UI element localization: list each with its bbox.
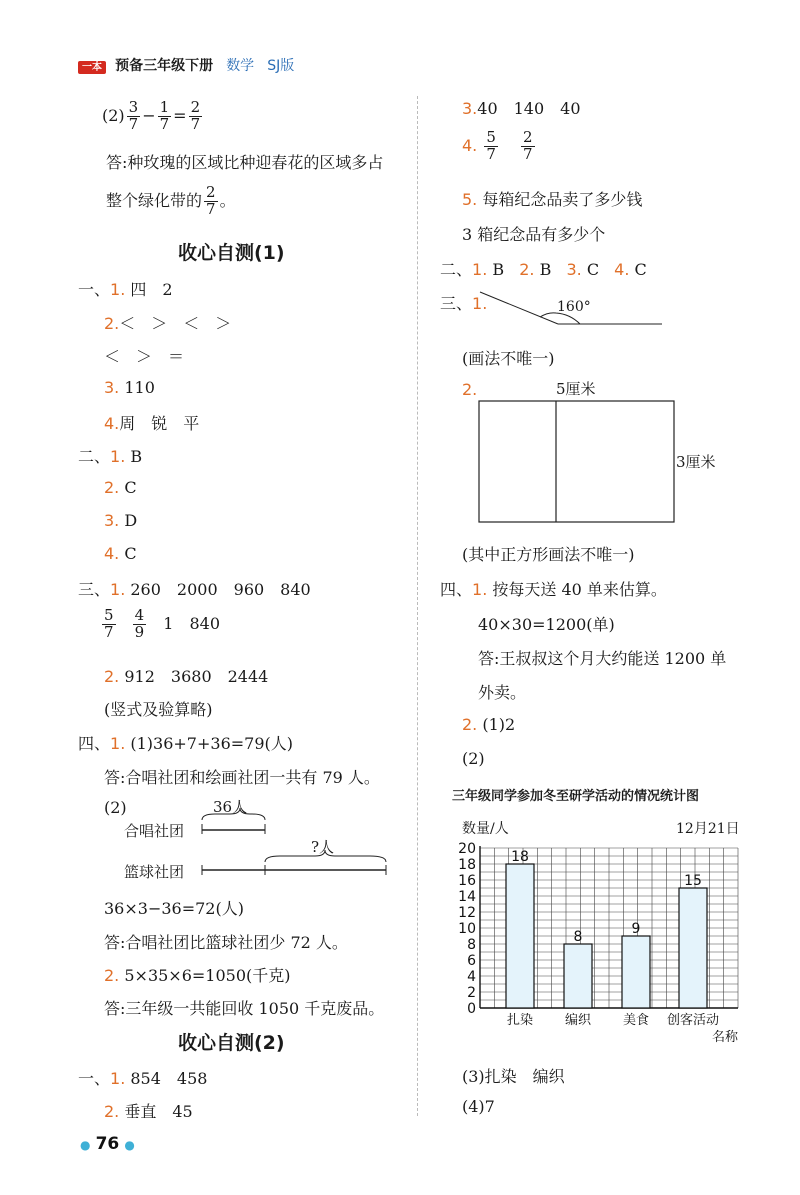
y-tick-label: 18 bbox=[458, 857, 476, 873]
question-item: 三、1. 260 2000 960 840 bbox=[78, 580, 311, 599]
x-tick-label: 创客活动 bbox=[666, 1013, 720, 1028]
rect-width-label: 5厘米 bbox=[556, 380, 596, 398]
bar bbox=[564, 944, 592, 1008]
question-item: (3)扎染 编织 bbox=[462, 1067, 565, 1086]
page-number: 76 bbox=[95, 1134, 120, 1154]
question-item: 3. 110 bbox=[104, 378, 155, 397]
question-item: 2. 5×35×6=1050(千克) bbox=[104, 966, 291, 985]
bar bbox=[622, 936, 650, 1008]
question-item: 四、1. (1)36+7+36=79(人) bbox=[78, 734, 294, 753]
question-item: (2) bbox=[104, 798, 127, 817]
dot-icon: ● bbox=[124, 1138, 135, 1152]
y-tick-label: 10 bbox=[458, 921, 476, 937]
question-item: 2. bbox=[462, 380, 478, 399]
y-tick-label: 14 bbox=[458, 889, 476, 905]
y-tick-label: 16 bbox=[458, 873, 476, 889]
y-tick-label: 6 bbox=[467, 953, 476, 969]
question-item: 3.40 140 40 bbox=[462, 99, 581, 118]
book-title: 预备三年级下册 bbox=[115, 58, 214, 74]
section-title: 收心自测(1) bbox=[178, 242, 285, 264]
question-item: 2. C bbox=[104, 478, 137, 497]
question-item: 四、1. 按每天送 40 单来估算。 bbox=[440, 580, 667, 599]
x-tick-label: 美食 bbox=[622, 1013, 650, 1028]
question-item: 2.＜ ＞ ＜ ＞ bbox=[104, 314, 232, 333]
question-item: (4)7 bbox=[462, 1097, 495, 1116]
equation: 36×3−36=72(人) bbox=[104, 899, 244, 918]
question-item: 一、1. 四 2 bbox=[78, 280, 173, 299]
diagram-label: 篮球社团 bbox=[124, 863, 185, 881]
answer-line: 外卖。 bbox=[478, 683, 527, 702]
y-tick-label: 2 bbox=[467, 985, 476, 1001]
chart-date: 12月21日 bbox=[676, 821, 740, 837]
chart-title: 三年级同学参加冬至研学活动的情况统计图 bbox=[452, 789, 700, 804]
answer-line: 整个绿化带的 $\frac{2}{7}$ 。 bbox=[106, 183, 236, 218]
question-item: 3 箱纪念品有多少个 bbox=[462, 225, 606, 244]
column-divider bbox=[417, 96, 418, 1116]
x-tick-label: 编织 bbox=[564, 1013, 592, 1028]
data-label: 18 bbox=[511, 849, 529, 865]
dot-icon: ● bbox=[80, 1138, 91, 1152]
rect-height-label: 3厘米 bbox=[676, 453, 716, 471]
x-tick-label: 扎染 bbox=[506, 1013, 534, 1028]
header bbox=[78, 55, 294, 75]
question-item: 4.周 锐 平 bbox=[104, 414, 200, 433]
question-item: 二、1. B 2. B 3. C 4. C bbox=[440, 260, 647, 279]
bar bbox=[506, 864, 534, 1008]
question-item: 4. $\frac{5}{7}$ $\frac{2}{7}$ bbox=[462, 128, 533, 163]
subject: 数学 bbox=[226, 58, 255, 74]
brand-logo: 一本 bbox=[78, 61, 106, 74]
answer-line: 答:合唱社团比篮球社团少 72 人。 bbox=[104, 933, 348, 952]
edition: SJ版 bbox=[267, 58, 295, 74]
question-item: 二、1. B bbox=[78, 447, 143, 466]
answer-line: 答:三年级一共能回收 1050 千克废品。 bbox=[104, 999, 385, 1018]
y-tick-label: 0 bbox=[467, 1001, 476, 1017]
answer-line: 答:合唱社团和绘画社团一共有 79 人。 bbox=[104, 768, 380, 787]
angle-label: 160° bbox=[557, 299, 591, 315]
fraction-row: $\frac{5}{7}$ $\frac{4}{9}$ 1 840 bbox=[104, 606, 221, 641]
question-item: 三、1. bbox=[440, 294, 488, 313]
frac-equation: (2) $\frac{3}{7}$ − $\frac{1}{7}$ = $\frac{2}{7}$ bbox=[102, 98, 201, 133]
y-tick-label: 4 bbox=[467, 969, 476, 985]
question-item: 5. 每箱纪念品卖了多少钱 bbox=[462, 190, 643, 209]
question-item: 一、1. 854 458 bbox=[78, 1069, 208, 1088]
diagram-label: 36人 bbox=[213, 798, 248, 816]
question-item: 3. D bbox=[104, 511, 138, 530]
data-label: 8 bbox=[573, 929, 583, 945]
chart-ylabel: 数量/人 bbox=[462, 821, 509, 837]
question-item: 2. (1)2 bbox=[462, 715, 516, 734]
answer-line: 答:王叔叔这个月大约能送 1200 单 bbox=[478, 649, 727, 668]
section-title: 收心自测(2) bbox=[178, 1032, 285, 1054]
answer-line: 答:种玫瑰的区域比种迎春花的区域多占 bbox=[106, 153, 384, 172]
note: (画法不唯一) bbox=[462, 349, 555, 368]
bar-chart bbox=[440, 838, 770, 1053]
data-label: 9 bbox=[631, 921, 641, 937]
rectangle-diagram bbox=[478, 400, 678, 525]
question-item: ＜ ＞ ＝ bbox=[104, 347, 185, 366]
diagram-label: ?人 bbox=[311, 838, 335, 856]
data-label: 15 bbox=[684, 873, 702, 889]
equation: 40×30=1200(单) bbox=[478, 615, 615, 634]
note: (其中正方形画法不唯一) bbox=[462, 545, 635, 564]
note: (竖式及验算略) bbox=[104, 700, 213, 719]
question-item: 2. 垂直 45 bbox=[104, 1102, 193, 1121]
question-item: (2) bbox=[462, 749, 485, 768]
page-footer bbox=[80, 1134, 135, 1154]
y-tick-label: 12 bbox=[458, 905, 476, 921]
x-axis-label: 名称 bbox=[711, 1030, 738, 1045]
y-tick-label: 20 bbox=[458, 841, 476, 857]
question-item: 2. 912 3680 2444 bbox=[104, 667, 269, 686]
bar bbox=[679, 888, 707, 1008]
diagram-label: 合唱社团 bbox=[124, 822, 185, 840]
y-tick-label: 8 bbox=[467, 937, 476, 953]
question-item: 4. C bbox=[104, 544, 137, 563]
